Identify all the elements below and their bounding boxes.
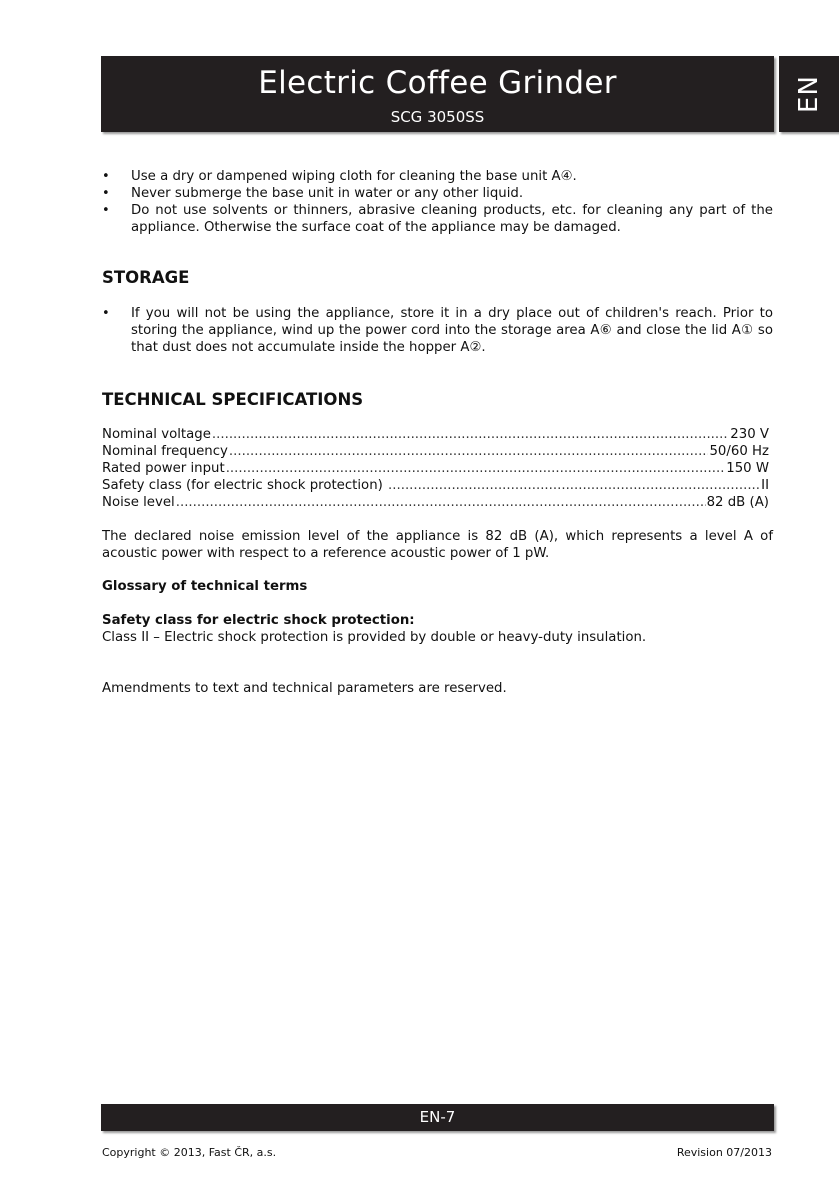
list-item: • If you will not be using the appliance, store it in a dry place out of children's reach. Prior to storing the appliance, wind up the power cord into the storage area A⑥ and close the lid A① so that dust does not accumulate inside the hopper A②. bbox=[102, 305, 773, 356]
spec-label: Nominal voltage bbox=[102, 427, 211, 442]
spec-value: 50/60 Hz bbox=[709, 444, 769, 459]
page-content bbox=[102, 168, 773, 697]
amendments-note: Amendments to text and technical parameters are reserved. bbox=[102, 681, 507, 696]
document-header bbox=[101, 56, 774, 132]
spec-value: 230 V bbox=[730, 427, 769, 442]
list-item: • Use a dry or dampened wiping cloth for cleaning the base unit A④. bbox=[102, 168, 773, 185]
safety-class-text: Class II – Electric shock protection is provided by double or heavy-duty insulation. bbox=[102, 630, 647, 645]
cleaning-list bbox=[102, 168, 773, 236]
spec-row bbox=[102, 443, 769, 460]
storage-list bbox=[102, 305, 773, 356]
storage-heading: STORAGE bbox=[102, 268, 190, 287]
spec-value: 150 W bbox=[726, 461, 769, 476]
document-title: Electric Coffee Grinder bbox=[258, 65, 617, 101]
dot-leader bbox=[388, 477, 760, 494]
list-item: • Do not use solvents or thinners, abrasive cleaning products, etc. for cleaning any part of the appliance. Otherwise the surface coat of the appliance may be damaged. bbox=[102, 202, 773, 236]
spec-label: Rated power input bbox=[102, 461, 225, 476]
glossary-title: Glossary of technical terms bbox=[102, 579, 308, 594]
copyright: Copyright © 2013, Fast ČR, a.s. bbox=[102, 1146, 277, 1159]
language-tab bbox=[779, 56, 839, 132]
spec-row bbox=[102, 426, 769, 443]
dot-leader bbox=[176, 494, 706, 511]
spec-value: II bbox=[761, 478, 769, 493]
dot-leader bbox=[229, 443, 709, 460]
page-number: EN-7 bbox=[419, 1108, 456, 1126]
model-number: SCG 3050SS bbox=[390, 108, 485, 126]
spec-table bbox=[102, 426, 773, 511]
noise-paragraph: The declared noise emission level of the appliance is 82 dB (A), which represents a level A of acoustic power with respect to a reference acoustic power of 1 pW. bbox=[102, 529, 773, 561]
spec-value: 82 dB (A) bbox=[706, 495, 769, 510]
page-number-bar bbox=[101, 1104, 774, 1131]
spec-label: Nominal frequency bbox=[102, 444, 228, 459]
tech-specs-heading: TECHNICAL SPECIFICATIONS bbox=[102, 390, 364, 409]
dot-leader bbox=[212, 426, 729, 443]
spec-row bbox=[102, 494, 769, 511]
spec-row bbox=[102, 460, 769, 477]
revision: Revision 07/2013 bbox=[676, 1146, 772, 1159]
spec-label: Safety class (for electric shock protection) bbox=[102, 478, 388, 493]
list-item: • Never submerge the base unit in water or any other liquid. bbox=[102, 185, 773, 202]
safety-class-title: Safety class for electric shock protection: bbox=[102, 613, 415, 628]
language-code: EN bbox=[794, 75, 824, 113]
spec-row bbox=[102, 477, 769, 494]
dot-leader bbox=[226, 460, 726, 477]
spec-label: Noise level bbox=[102, 495, 175, 510]
